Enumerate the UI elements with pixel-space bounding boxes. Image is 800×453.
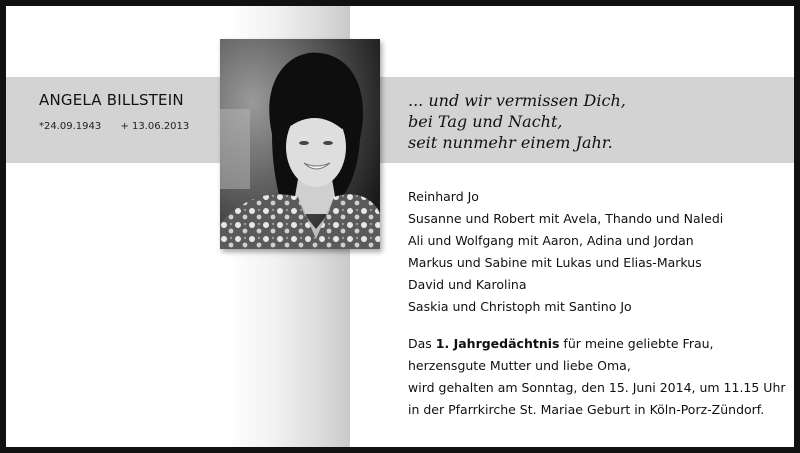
death-date: + 13.06.2013 [120, 121, 190, 132]
cross-horizontal-band [6, 77, 794, 163]
portrait-photo [220, 39, 380, 249]
notice-line-1 [408, 333, 786, 355]
mourners-list [408, 186, 723, 318]
mourner-line: Saskia und Christoph mit Santino Jo [408, 299, 632, 314]
memorial-service-notice [408, 333, 786, 421]
anniversary-label: 1. Jahrgedächtnis [435, 336, 560, 351]
notice-line-3: wird gehalten am Sonntag, den 15. Juni 2014, um 11.15 Uhr [408, 380, 786, 395]
mourner-line: Susanne und Robert mit Avela, Thando und Naledi [408, 211, 724, 226]
notice-text: Das [408, 336, 436, 351]
life-dates [39, 121, 189, 132]
mourner-line: Markus und Sabine mit Lukas und Elias-Markus [408, 255, 702, 270]
mourner-line: Ali und Wolfgang mit Aaron, Adina und Jordan [408, 233, 694, 248]
quote-line: ... und wir vermissen Dich, [408, 91, 626, 110]
notice-text: für meine geliebte Frau, [559, 336, 714, 351]
memorial-quote [408, 90, 626, 153]
deceased-name: ANGELA BILLSTEIN [39, 91, 184, 109]
portrait-icon [220, 39, 380, 249]
birth-date: *24.09.1943 [39, 121, 102, 132]
mourner-line: David und Karolina [408, 277, 527, 292]
quote-line: seit nunmehr einem Jahr. [408, 133, 613, 152]
notice-line-2: herzensgute Mutter und liebe Oma, [408, 358, 631, 373]
quote-line: bei Tag und Nacht, [408, 112, 563, 131]
mourner-line: Reinhard Jo [408, 189, 479, 204]
notice-line-4: in der Pfarrkirche St. Mariae Geburt in Köln-Porz-Zündorf. [408, 402, 765, 417]
